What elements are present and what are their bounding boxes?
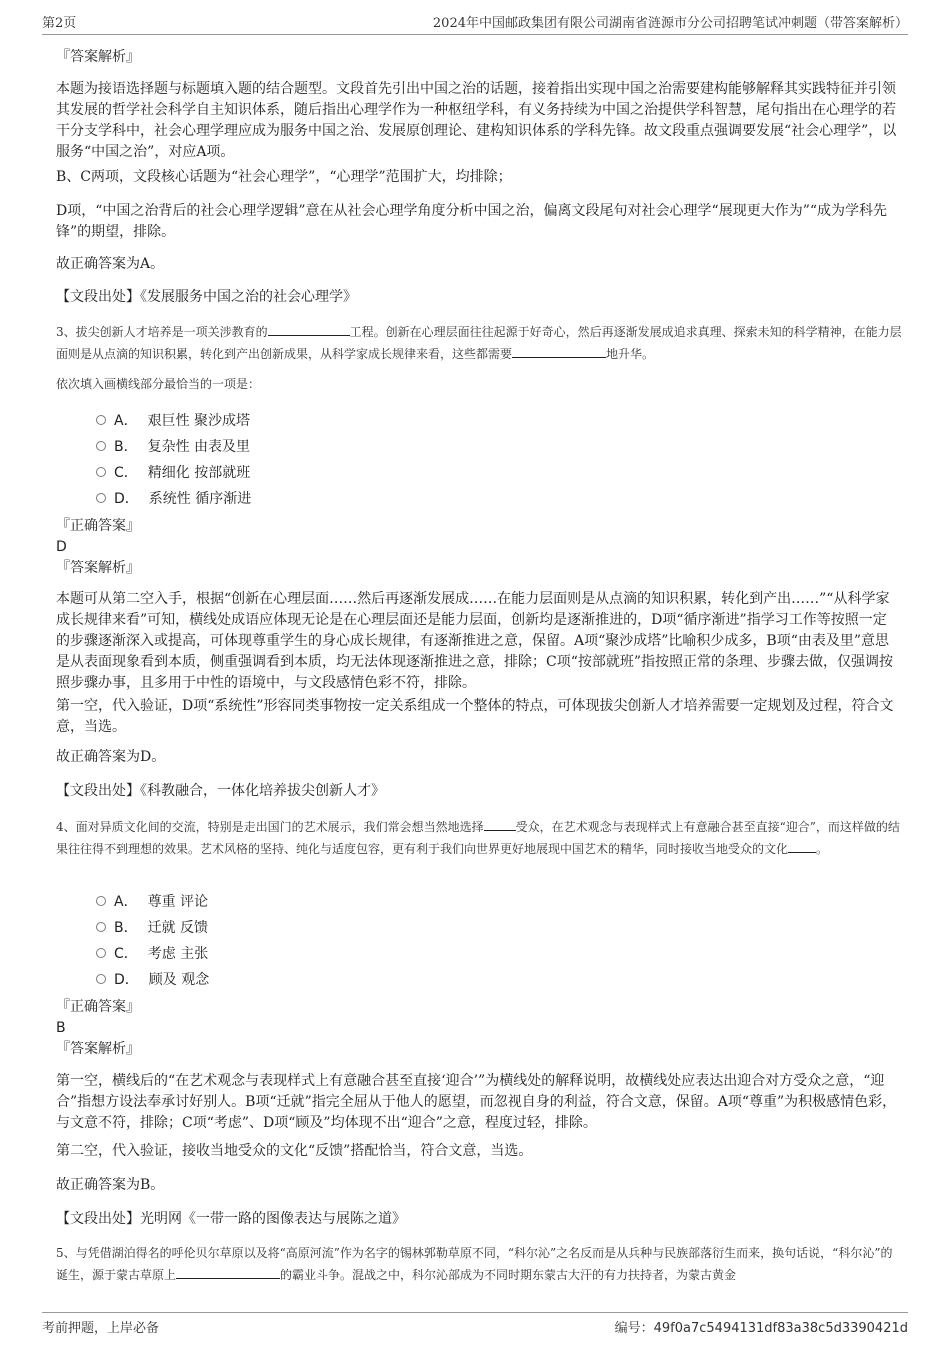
- q4-option-a[interactable]: A． 尊重 评论: [96, 892, 208, 912]
- q4-option-c[interactable]: C． 考虑 主张: [96, 944, 208, 964]
- radio-icon[interactable]: [96, 493, 106, 503]
- q3-option-a[interactable]: A． 艰巨性 聚沙成塔: [96, 411, 250, 431]
- q4-analysis-p2: 第二空，代入验证，接收当地受众的文化“反馈”搭配恰当，符合文意，当选。: [56, 1143, 533, 1159]
- q4-option-b[interactable]: B． 迁就 反馈: [96, 918, 208, 938]
- q4-analysis-label: 『答案解析』: [56, 1041, 140, 1057]
- radio-icon[interactable]: [96, 948, 106, 958]
- q3-source: 【文段出处】《科教融合，一体化培养拔尖创新人才》: [56, 783, 385, 799]
- blank-2: [788, 838, 816, 853]
- q3-option-d[interactable]: D． 系统性 循序渐进: [96, 489, 251, 509]
- page-header: [42, 10, 908, 35]
- q3-prompt: 依次填入画横线部分最恰当的一项是：: [56, 377, 261, 391]
- q4-option-d[interactable]: D． 顾及 观念: [96, 970, 209, 990]
- page-number: 第2页: [42, 16, 77, 31]
- blank-2: [512, 343, 606, 358]
- q3-option-c[interactable]: C． 精细化 按部就班: [96, 463, 250, 483]
- q2-source: 【文段出处】《发展服务中国之治的社会心理学》: [56, 289, 357, 305]
- q3-stem: 3、拔尖创新人才培养是一项关涉教育的 工程。创新在心理层面往往起源于好奇心，然后再逐渐发展成追求真理、探索未知的科学精神，在能力层面则是从点滴的知识积累，转化到产出创新成果，从科学家成长规律来看，这些都需要 地升华。: [56, 321, 904, 365]
- q2-answer: 故正确答案为A。: [56, 256, 165, 272]
- q4-correct-label: 『正确答案』: [56, 999, 140, 1015]
- q4-answer: 故正确答案为B。: [56, 1177, 165, 1193]
- q4-stem: 4、面对异质文化间的交流，特别是走出国门的艺术展示，我们常会想当然地选择 受众，在艺术观念与表现样式上有意融合甚至直接“迎合”，而这样做的结果往往得不到理想的效果。艺术风格的坚持、纯化与适度包容，更有利于我们向世界更好地展现中国艺术的精华，同时接收当地受众的文化 。: [56, 816, 904, 860]
- document-title: 2024年中国邮政集团有限公司湖南省涟源市分公司招聘笔试冲刺题（带答案解析）: [432, 16, 908, 31]
- document-id: 编号：49f0a7c5494131df83a38c5d3390421d: [614, 1321, 908, 1336]
- radio-icon[interactable]: [96, 974, 106, 984]
- radio-icon[interactable]: [96, 467, 106, 477]
- q3-correct-answer: D: [56, 539, 67, 555]
- blank-1: [268, 321, 350, 336]
- q4-correct-answer: B: [56, 1020, 66, 1036]
- footer-slogan: 考前押题，上岸必备: [42, 1321, 160, 1336]
- page-footer: [42, 1312, 908, 1335]
- q2-analysis-p3: D项，“中国之治背后的社会心理学逻辑”意在从社会心理学角度分析中国之治，偏离文段尾句对社会心理学“展现更大作为”“成为学科先锋”的期望，排除。: [56, 203, 888, 240]
- q3-analysis-p1: 本题可从第二空入手，根据“创新在心理层面……然后再逐渐发展成……在能力层面则是从点滴的知识积累，转化到产出……”“从科学家成长规律来看”可知，横线处成语应体现无论是在心理层面还是能力层面，创新均是逐渐推进的，D项“循序渐进”指学习工作等按照一定的步骤逐渐深入或提高，可体现尊重学生的身心成长规律，有逐渐推进之意，保留。A项“聚沙成塔”比喻积少成多，B项“由表及里”意思是从表面现象看到本质，侧重强调看到本质，均无法体现逐渐推进之意，排除；C项“按部就班”指按照正常的条理、步骤去做，仅强调按照步骤办事，且多用于中性的语境中，与文段感情色彩不符，排除。: [56, 591, 894, 691]
- radio-icon[interactable]: [96, 441, 106, 451]
- blank-1: [176, 1264, 280, 1279]
- q2-analysis-label: 『答案解析』: [56, 49, 140, 65]
- q3-analysis-p2: 第一空，代入验证，D项“系统性”形容同类事物按一定关系组成一个整体的特点，可体现拔尖创新人才培养需要一定规划及过程，符合文意，当选。: [56, 698, 894, 735]
- q3-analysis-label: 『答案解析』: [56, 560, 140, 576]
- q3-correct-label: 『正确答案』: [56, 518, 140, 534]
- q2-analysis-p1: 本题为接语选择题与标题填入题的结合题型。文段首先引出中国之治的话题，接着指出实现中国之治需要建构能够解释其实践特征并引领其发展的哲学社会科学自主知识体系，随后指出心理学作为一种枢纽学科，有义务持续为中国之治提供学科智慧，尾句指出在心理学的若干分支学科中，社会心理学理应成为服务中国之治、发展原创理论、建构知识体系的学科先锋。故文段重点强调要发展“社会心理学”，以服务“中国之治”，对应A项。: [56, 81, 897, 160]
- q4-source: 【文段出处】光明网《一带一路的图像表达与展陈之道》: [56, 1211, 406, 1227]
- q3-answer: 故正确答案为D。: [56, 749, 166, 765]
- radio-icon[interactable]: [96, 896, 106, 906]
- q5-stem: 5、与凭借湖泊得名的呼伦贝尔草原以及将“高原河流”作为名字的锡林郭勒草原不同，“科尔沁”之名反而是从兵种与民族部落衍生而来，换句话说，“科尔沁”的诞生，源于蒙古草原上 的霸业斗争。混战之中，科尔沁部成为不同时期东蒙古大汗的有力扶持者，为蒙古黄金: [56, 1246, 893, 1282]
- q2-analysis-p2: B、C两项，文段核心话题为“社会心理学”，“心理学”范围扩大，均排除；: [56, 169, 512, 185]
- blank-1: [484, 816, 516, 831]
- q3-option-b[interactable]: B． 复杂性 由表及里: [96, 437, 250, 457]
- radio-icon[interactable]: [96, 415, 106, 425]
- q4-analysis-p1: 第一空，横线后的“在艺术观念与表现样式上有意融合甚至直接‘迎合’”为横线处的解释说明，故横线处应表达出迎合对方受众之意，“迎合”指想方设法奉承讨好别人。B项“迁就”指完全屈从于他人的愿望，而忽视自身的利益，符合文意，保留。A项“尊重”为积极感情色彩，与文意不符，排除；C项“考虑”、D项“顾及”均体现不出“迎合”之意，程度过轻，排除。: [56, 1073, 897, 1131]
- radio-icon[interactable]: [96, 922, 106, 932]
